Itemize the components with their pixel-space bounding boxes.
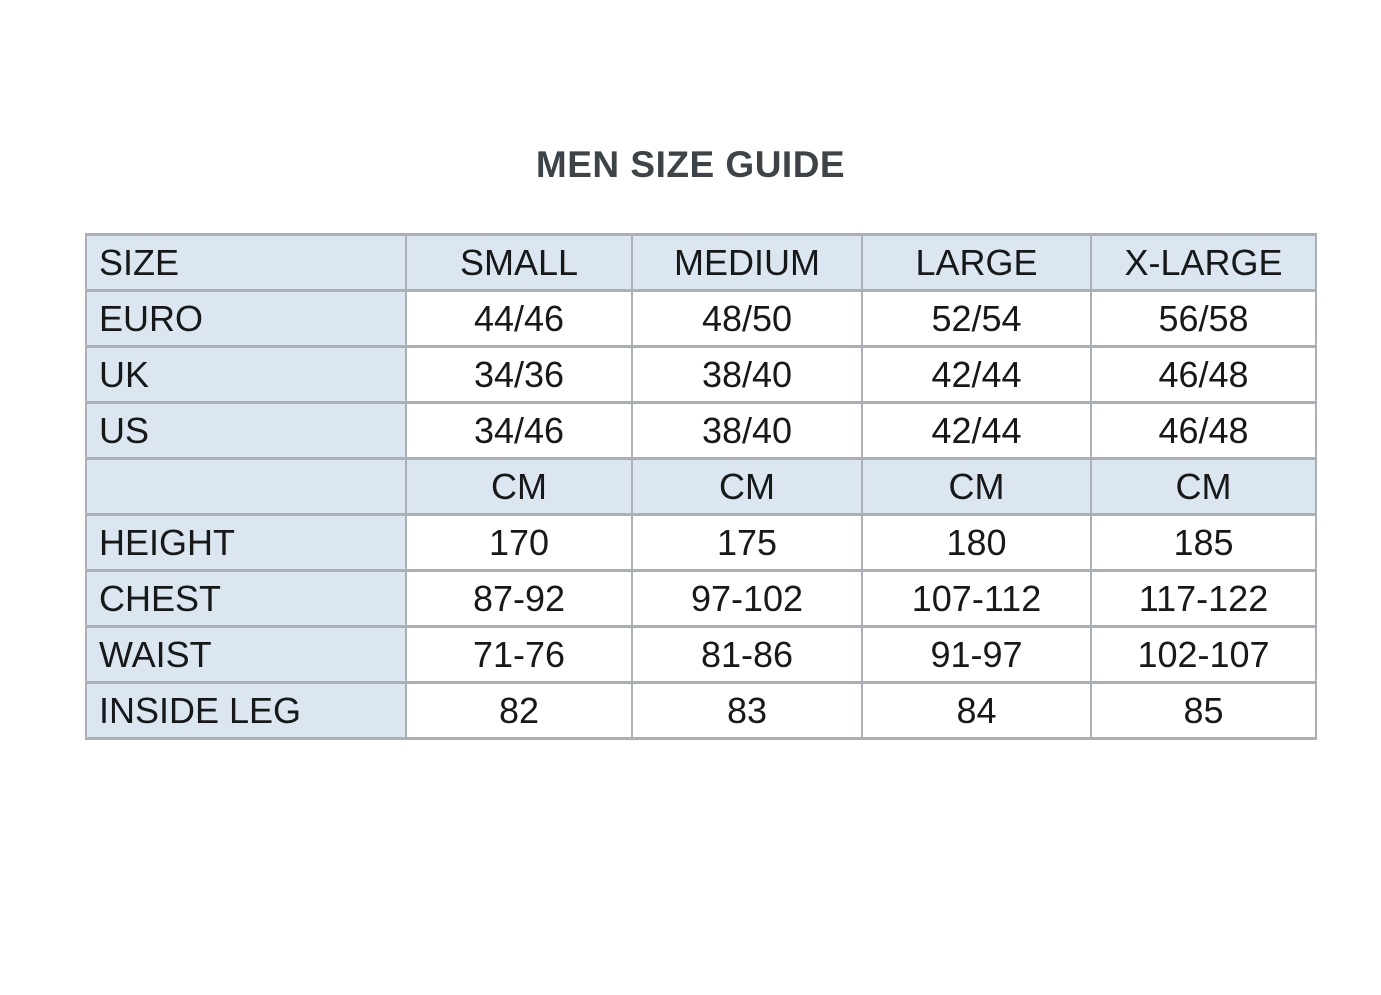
column-header-size: SIZE — [86, 235, 406, 291]
row-label-chest: CHEST — [86, 571, 406, 627]
cell-height-large: 180 — [862, 515, 1091, 571]
page-title: MEN SIZE GUIDE — [535, 144, 846, 185]
cell-us-medium: 38/40 — [632, 403, 862, 459]
row-label-euro: EURO — [86, 291, 406, 347]
cell-us-small: 34/46 — [406, 403, 632, 459]
cell-units-small: CM — [406, 459, 632, 515]
table-row-waist — [86, 627, 1316, 683]
cell-uk-large: 42/44 — [862, 347, 1091, 403]
row-label-height: HEIGHT — [86, 515, 406, 571]
row-label-inside-leg: INSIDE LEG — [86, 683, 406, 739]
table-row-height — [86, 515, 1316, 571]
cell-inside-leg-small: 82 — [406, 683, 632, 739]
table-row-euro — [86, 291, 1316, 347]
cell-us-large: 42/44 — [862, 403, 1091, 459]
table-row-us — [86, 403, 1316, 459]
cell-waist-small: 71-76 — [406, 627, 632, 683]
cell-waist-large: 91-97 — [862, 627, 1091, 683]
column-header-xlarge: X-LARGE — [1091, 235, 1316, 291]
table-row-chest — [86, 571, 1316, 627]
table-header-row — [86, 235, 1316, 291]
row-label-waist: WAIST — [86, 627, 406, 683]
cell-chest-xlarge: 117-122 — [1091, 571, 1316, 627]
cell-chest-medium: 97-102 — [632, 571, 862, 627]
column-header-medium: MEDIUM — [632, 235, 862, 291]
cell-height-small: 170 — [406, 515, 632, 571]
cell-inside-leg-xlarge: 85 — [1091, 683, 1316, 739]
cell-euro-small: 44/46 — [406, 291, 632, 347]
column-header-large: LARGE — [862, 235, 1091, 291]
table-row-units — [86, 459, 1316, 515]
column-header-small: SMALL — [406, 235, 632, 291]
cell-euro-medium: 48/50 — [632, 291, 862, 347]
cell-waist-xlarge: 102-107 — [1091, 627, 1316, 683]
table-row-uk — [86, 347, 1316, 403]
cell-height-medium: 175 — [632, 515, 862, 571]
cell-chest-small: 87-92 — [406, 571, 632, 627]
cell-units-xlarge: CM — [1091, 459, 1316, 515]
cell-units-medium: CM — [632, 459, 862, 515]
cell-uk-xlarge: 46/48 — [1091, 347, 1316, 403]
cell-euro-xlarge: 56/58 — [1091, 291, 1316, 347]
cell-height-xlarge: 185 — [1091, 515, 1316, 571]
cell-uk-medium: 38/40 — [632, 347, 862, 403]
cell-inside-leg-medium: 83 — [632, 683, 862, 739]
cell-euro-large: 52/54 — [862, 291, 1091, 347]
cell-uk-small: 34/36 — [406, 347, 632, 403]
row-label-units — [86, 459, 406, 515]
cell-inside-leg-large: 84 — [862, 683, 1091, 739]
cell-units-large: CM — [862, 459, 1091, 515]
table-row-inside-leg — [86, 683, 1316, 739]
cell-waist-medium: 81-86 — [632, 627, 862, 683]
cell-us-xlarge: 46/48 — [1091, 403, 1316, 459]
cell-chest-large: 107-112 — [862, 571, 1091, 627]
size-guide-table — [85, 233, 1317, 740]
row-label-uk: UK — [86, 347, 406, 403]
row-label-us: US — [86, 403, 406, 459]
